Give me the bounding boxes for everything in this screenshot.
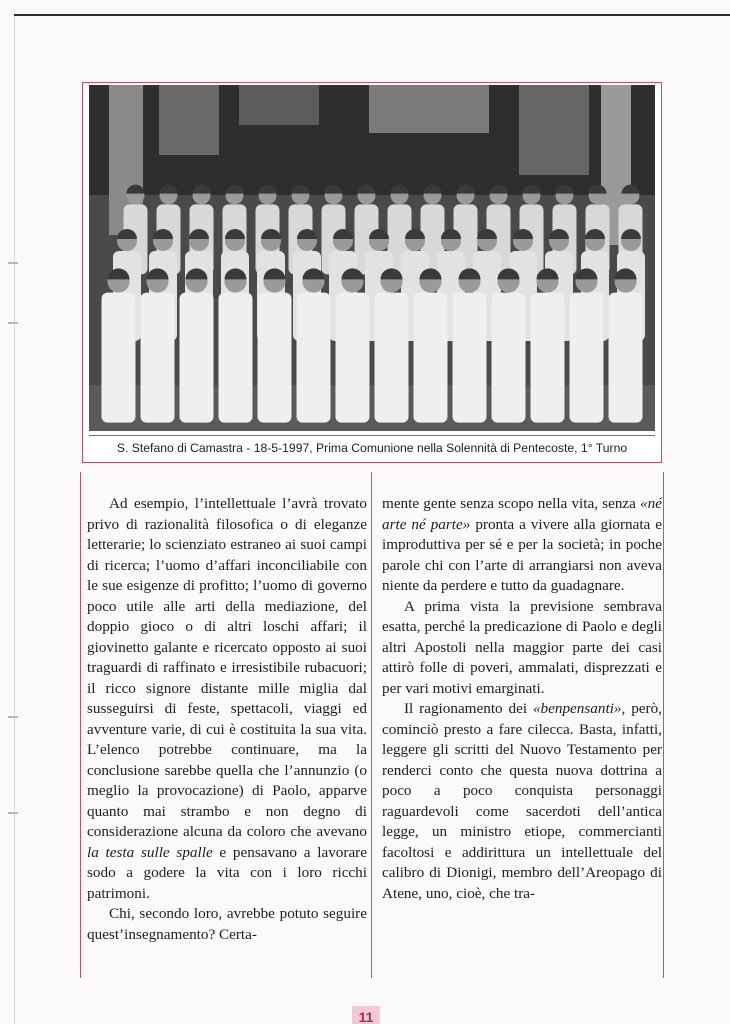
italic-phrase: la testa sulle spalle bbox=[87, 843, 213, 861]
paragraph-text: mente gente senza scopo nella vita, senza bbox=[382, 495, 641, 512]
paragraph bbox=[382, 494, 662, 597]
paragraph-text: Il ragionamento dei bbox=[404, 700, 533, 717]
person-figure bbox=[531, 293, 565, 423]
paragraph-text: e pensavano a lavorare sodo a godere la vita con i loro ricchi patrimoni. bbox=[87, 843, 367, 902]
person-figure bbox=[336, 293, 370, 423]
person-figure bbox=[141, 293, 175, 423]
paragraph: Chi, secondo loro, avrebbe potuto seguire quest’insegnamento? Certa- bbox=[87, 905, 367, 943]
person-figure bbox=[609, 293, 643, 423]
paragraph-text: Ad esempio, l’intellettuale l’avrà trovato privo di razionalità filosofica o di eleganze letterarie; lo scienziato estraneo ai suoi campi di ricerca; l’uomo d’affari inconciliabile con le sue esigenze di profitto; l’uomo di governo poco utile alle arti della mediazione, del doppio gioco o di altri loschi affari; il giovinetto galante e ricercato opposto ai suoi traguardi di raffinato e irresistibile rubacuori; il ricco signore distante mille miglia dal susseguirsi di feste, spettacoli, viaggi ed avventure varie, di cui è costituita la sua vita. L’elenco potrebbe continuare, ma la conclusione sarebbe quella che l’annunzio (o meglio la provocazione) di Paolo, apparve quanto mai strambo e non degno di considerazione alcuna da coloro che avevano bbox=[87, 495, 367, 840]
binding-hole bbox=[8, 812, 18, 814]
person-figure bbox=[180, 293, 214, 423]
photo-caption: S. Stefano di Camastra - 18-5-1997, Prima Comunione nella Solennità di Pentecoste, 1° Turno bbox=[89, 435, 655, 460]
person-figure bbox=[414, 293, 448, 423]
paragraph-text: pronta a vivere alla giornata e improduttiva per sé e per la società; in poche parole chi con l’arte di arrangiarsi non aveva niente da perdere e tutto da guadagnare. bbox=[382, 515, 662, 594]
person-figure bbox=[297, 293, 331, 423]
paragraph bbox=[87, 494, 367, 904]
person-figure bbox=[258, 293, 292, 423]
column-rule-left bbox=[80, 472, 81, 978]
column-rule-right bbox=[663, 472, 664, 978]
binding-hole bbox=[8, 262, 18, 264]
page-number: 11 bbox=[352, 1006, 380, 1024]
page-binding-edge bbox=[14, 16, 15, 1024]
binding-hole bbox=[8, 716, 18, 718]
person-figure bbox=[219, 293, 253, 423]
text-column-left bbox=[87, 494, 367, 945]
paragraph-text: , però, cominciò presto a fare cilecca. Basta, infatti, leggere gli scritti del Nuovo Testamento per renderci conto che questa nuova dottrina a poco a poco conquista personaggi raguardevoli come sacerdoti dell’antica legge, un ministro etiope, commercianti facoltosi e addirittura un intellettuale del calibro di Dionigi, membro dell’Areopago di Atene, uno, cioè, che tra- bbox=[382, 700, 662, 902]
person-figure bbox=[453, 293, 487, 423]
binding-hole bbox=[8, 322, 18, 324]
paragraph bbox=[382, 699, 662, 904]
group-photo bbox=[89, 85, 655, 431]
group-photo-image bbox=[89, 85, 655, 431]
text-column-right bbox=[382, 494, 662, 904]
person-figure bbox=[492, 293, 526, 423]
page-top-edge bbox=[14, 14, 730, 16]
photo-frame bbox=[82, 82, 662, 463]
person-figure bbox=[375, 293, 409, 423]
paragraph: A prima vista la previsione sembrava esatta, perché la predicazione di Paolo e degli altri Apostoli nella maggior parte dei casi attirò folle di poveri, ammalati, disprezzati e per vari motivi emarginati. bbox=[382, 597, 662, 697]
italic-phrase: «benpensanti» bbox=[532, 700, 622, 717]
person-figure bbox=[102, 293, 136, 423]
italic-phrase: «né arte né parte» bbox=[382, 495, 662, 533]
column-rule-middle bbox=[371, 472, 372, 978]
person-figure bbox=[570, 293, 604, 423]
